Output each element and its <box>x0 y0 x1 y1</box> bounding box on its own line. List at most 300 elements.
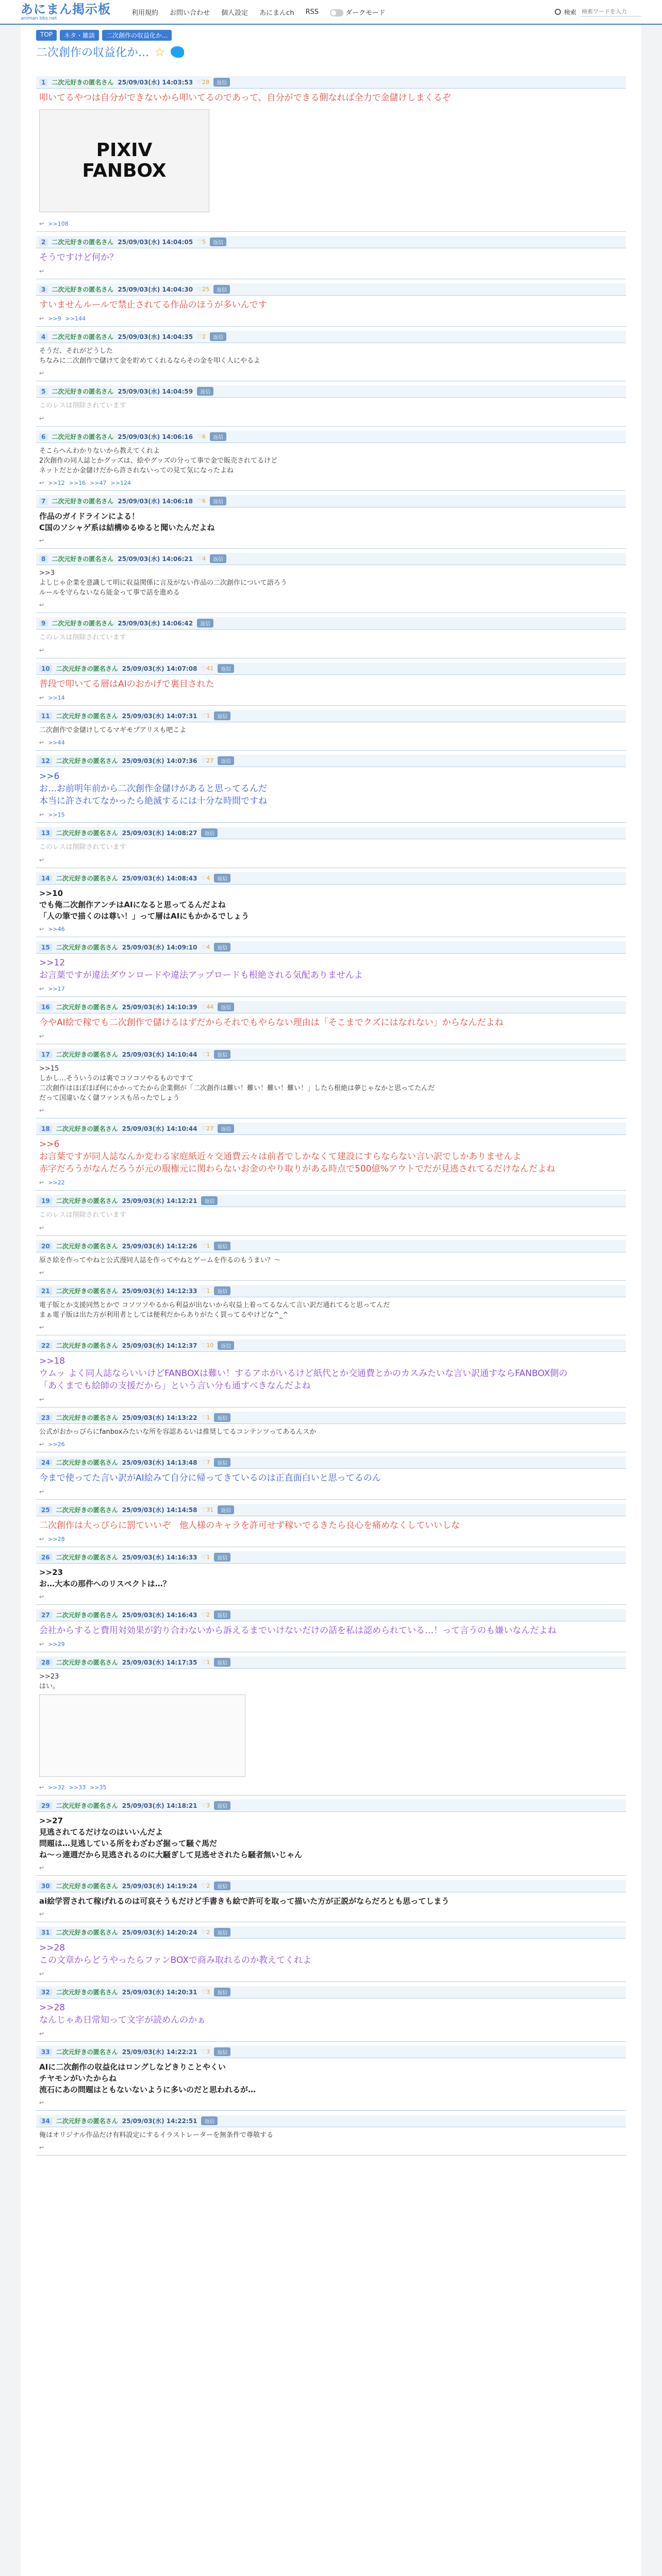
like-count: 1 <box>206 1287 210 1294</box>
post-line: 「人の筆で描くのは尊い！」って層はAIにもかかるでしょう <box>39 911 250 921</box>
post-number[interactable]: 9 <box>39 620 47 627</box>
like-count: 1 <box>206 1659 210 1666</box>
post-number[interactable]: 3 <box>39 286 47 293</box>
reply-links <box>36 984 626 996</box>
like-counter[interactable] <box>197 79 209 86</box>
reply-button[interactable]: 返信 <box>218 1124 234 1133</box>
reply-link[interactable]: >>26 <box>48 1441 65 1448</box>
reply-arrow-icon: ↩ <box>39 1324 44 1331</box>
post-number[interactable]: 2 <box>39 239 47 246</box>
like-counter[interactable] <box>201 875 210 882</box>
post-number[interactable]: 32 <box>39 1989 52 1996</box>
reply-arrow-icon: ↩ <box>39 647 44 654</box>
reply-link[interactable]: >>47 <box>90 480 107 486</box>
heart-icon[interactable]: ♡ <box>201 1125 207 1132</box>
heart-icon[interactable]: ♡ <box>201 1659 207 1666</box>
post-line: C国のソシャゲ系は結構ゆるゆると聞いたんだよね <box>39 523 215 532</box>
heart-icon[interactable]: ♡ <box>201 1414 207 1421</box>
favorite-star-icon[interactable]: ☆ <box>154 44 166 59</box>
reply-button[interactable]: 返信 <box>210 332 226 341</box>
post-author: 二次元好きの匿名さん <box>56 713 118 720</box>
heart-icon[interactable]: ♡ <box>197 286 202 293</box>
heart-icon[interactable]: ♡ <box>197 79 202 86</box>
post-header <box>36 1926 626 1939</box>
post-body <box>36 89 626 218</box>
like-count: 1 <box>206 1554 210 1561</box>
like-counter[interactable] <box>201 1051 210 1058</box>
like-counter[interactable] <box>197 433 206 440</box>
heart-icon[interactable]: ♡ <box>201 1459 207 1466</box>
reply-button[interactable]: 返信 <box>210 497 226 505</box>
like-counter[interactable] <box>201 1929 210 1936</box>
post-number[interactable]: 13 <box>39 829 52 837</box>
post-number[interactable]: 1 <box>39 79 47 86</box>
post-date: 25/09/03(水) 14:04:05 <box>118 239 193 246</box>
post-author: 二次元好きの匿名さん <box>56 1197 118 1205</box>
post-header <box>36 1609 626 1621</box>
reply-button[interactable]: 返信 <box>214 1242 230 1250</box>
post-number[interactable]: 12 <box>39 757 52 765</box>
like-counter[interactable] <box>201 1125 213 1132</box>
post-date: 25/09/03(水) 14:19:24 <box>122 1883 197 1890</box>
nav-item-3[interactable]: あにまんch <box>259 9 294 17</box>
reply-button[interactable]: 返信 <box>214 1928 230 1937</box>
post <box>36 751 626 823</box>
heart-icon[interactable]: ♡ <box>201 1243 207 1249</box>
attached-image[interactable] <box>39 1694 245 1777</box>
heart-icon[interactable]: ♡ <box>201 665 207 672</box>
post-number[interactable]: 25 <box>39 1506 52 1514</box>
reply-link[interactable]: >>12 <box>48 480 65 486</box>
post-body <box>36 1939 626 1969</box>
reply-links <box>36 1267 626 1280</box>
reply-arrow-icon: ↩ <box>39 415 44 422</box>
like-counter[interactable] <box>201 1287 210 1294</box>
post-number[interactable]: 19 <box>39 1197 52 1205</box>
post-author: 二次元好きの匿名さん <box>56 1506 118 1514</box>
post-date: 25/09/03(水) 14:20:31 <box>122 1989 197 1996</box>
reply-arrow-icon: ↩ <box>39 1441 44 1448</box>
heart-icon[interactable]: ♡ <box>201 875 207 882</box>
post-date: 25/09/03(水) 14:06:16 <box>118 433 193 440</box>
reply-link[interactable]: >>124 <box>110 480 131 486</box>
reply-link[interactable]: >>22 <box>48 1179 65 1186</box>
reply-links <box>36 1909 626 1922</box>
heart-icon[interactable]: ♡ <box>201 1506 207 1513</box>
post-author: 二次元好きの匿名さん <box>56 2048 118 2056</box>
post-number[interactable]: 5 <box>39 388 47 395</box>
main-nav <box>131 7 385 17</box>
like-counter[interactable] <box>201 1554 210 1561</box>
post-number[interactable]: 14 <box>39 875 52 882</box>
post <box>36 1118 626 1191</box>
like-counter[interactable] <box>201 1802 210 1809</box>
reply-links <box>36 2097 626 2110</box>
like-count: 25 <box>202 286 209 293</box>
post-author: 二次元好きの匿名さん <box>52 333 114 341</box>
fanbox-logo-text: PIXIV <box>96 140 153 161</box>
post-body <box>36 1297 626 1322</box>
like-counter[interactable] <box>201 944 210 951</box>
heart-icon[interactable]: ♡ <box>201 1554 207 1561</box>
breadcrumb <box>36 30 626 41</box>
post-header <box>36 1195 626 1207</box>
reply-button[interactable]: 返信 <box>210 432 226 441</box>
post-number[interactable]: 7 <box>39 498 47 505</box>
like-counter[interactable] <box>201 1004 213 1010</box>
like-counter[interactable] <box>201 1659 210 1666</box>
reply-links <box>36 1534 626 1547</box>
reply-links <box>36 1782 626 1795</box>
heart-icon[interactable]: ♡ <box>201 1802 207 1809</box>
reply-arrow-icon: ↩ <box>39 811 44 818</box>
post-date: 25/09/03(水) 14:06:18 <box>118 498 193 505</box>
reply-button[interactable]: 返信 <box>210 238 226 246</box>
like-counter[interactable] <box>201 757 213 764</box>
nav-item-1[interactable]: お問い合わせ <box>170 9 210 17</box>
reply-button[interactable]: 返信 <box>214 1553 230 1562</box>
post-date: 25/09/03(水) 14:08:27 <box>122 829 197 837</box>
search-icon[interactable] <box>555 9 561 15</box>
reply-button[interactable]: 返信 <box>214 1658 230 1667</box>
breadcrumb-item[interactable]: ネタ・雑談 <box>60 30 99 41</box>
reply-link[interactable]: >>9 <box>48 315 61 322</box>
reply-button[interactable]: 返信 <box>214 711 230 720</box>
post-number[interactable]: 31 <box>39 1929 52 1936</box>
post-number[interactable]: 10 <box>39 665 52 672</box>
reply-links <box>36 1105 626 1118</box>
post-body <box>36 343 626 368</box>
reply-button[interactable]: 返信 <box>214 1413 230 1422</box>
like-counter[interactable] <box>201 1243 210 1249</box>
heart-icon[interactable]: ♡ <box>201 713 207 719</box>
post <box>36 1335 626 1408</box>
post-author: 二次元好きの匿名さん <box>56 1929 118 1936</box>
post-date: 25/09/03(水) 14:12:21 <box>122 1197 197 1205</box>
post-number[interactable]: 4 <box>39 333 47 341</box>
post-number[interactable]: 21 <box>39 1287 52 1295</box>
reply-button[interactable]: 返信 <box>201 828 218 837</box>
like-count: 1 <box>206 713 210 719</box>
reply-links <box>36 1031 626 1044</box>
post-author: 二次元好きの匿名さん <box>56 875 118 882</box>
post-body <box>36 2058 626 2097</box>
reply-link[interactable]: >>35 <box>90 1784 107 1791</box>
like-count: 5 <box>202 239 206 245</box>
post-author: 二次元好きの匿名さん <box>56 1802 118 1809</box>
reply-button[interactable]: 返信 <box>218 756 234 765</box>
post <box>36 232 626 279</box>
post-line: >>28 <box>39 2003 65 2013</box>
like-count: 1 <box>206 1414 210 1421</box>
like-counter[interactable] <box>201 665 213 672</box>
post <box>36 937 626 997</box>
like-counter[interactable] <box>201 1414 210 1421</box>
reply-links <box>36 1862 626 1875</box>
reply-button[interactable]: 返信 <box>218 664 234 673</box>
like-count: 27 <box>206 1125 214 1132</box>
heart-icon[interactable]: ♡ <box>197 433 202 440</box>
post-number[interactable]: 24 <box>39 1459 52 1466</box>
post-line: 二次創作はほぼほぼ何にかかってたから企業側が「二次創作は難い！難い！難い！難い！」したら根絶は夢じゃなかと思ってたんだ <box>39 1084 435 1092</box>
post-header <box>36 2115 626 2127</box>
heart-icon[interactable]: ♡ <box>197 239 202 245</box>
post-header <box>36 553 626 565</box>
post-number[interactable]: 34 <box>39 2117 52 2125</box>
reply-button[interactable]: 返信 <box>201 2116 218 2125</box>
post-body <box>36 1424 626 1439</box>
reply-arrow-icon: ↩ <box>39 2144 44 2151</box>
post-line: 本当に許されてなかったら絶滅するには十分な時間ですね <box>39 796 267 806</box>
search-input[interactable] <box>580 7 641 16</box>
site-header <box>0 0 662 25</box>
reply-link[interactable]: >>16 <box>69 480 86 486</box>
post-date: 25/09/03(水) 14:07:31 <box>122 713 197 720</box>
post-date: 25/09/03(水) 14:09:10 <box>122 944 197 951</box>
reply-arrow-icon: ↩ <box>39 739 44 746</box>
heart-icon[interactable]: ♡ <box>197 498 202 504</box>
heart-icon[interactable]: ♡ <box>201 1051 207 1058</box>
heart-icon[interactable]: ♡ <box>201 1929 207 1936</box>
reply-arrow-icon: ↩ <box>39 1107 44 1114</box>
post-line: ルールを守らないなら能金って事で話を進める <box>39 589 180 597</box>
post <box>36 1547 626 1605</box>
post-number[interactable]: 22 <box>39 1342 52 1349</box>
reply-button[interactable]: 返信 <box>214 1050 230 1059</box>
post-number[interactable]: 23 <box>39 1414 52 1421</box>
reply-link[interactable]: >>14 <box>48 694 65 701</box>
post-header <box>36 1880 626 1892</box>
reply-arrow-icon: ↩ <box>39 1269 44 1276</box>
reply-button[interactable]: 返信 <box>201 1196 218 1205</box>
post-date: 25/09/03(水) 14:16:43 <box>122 1612 197 1619</box>
post-number[interactable]: 6 <box>39 433 47 440</box>
post-line: そうだ、それがどうした <box>39 347 113 355</box>
reply-arrow-icon: ↩ <box>39 857 44 863</box>
post-body <box>36 1564 626 1591</box>
toggle-switch-icon[interactable] <box>330 9 343 16</box>
post-line: すいませんルールで禁止されてる作品のほうが多いんです <box>39 300 267 310</box>
reply-button[interactable]: 返信 <box>214 1801 230 1810</box>
like-count: 1 <box>206 1243 210 1249</box>
post-date: 25/09/03(水) 14:12:26 <box>122 1243 197 1250</box>
heart-icon[interactable]: ♡ <box>201 1612 207 1618</box>
reply-links <box>36 924 626 937</box>
reply-arrow-icon: ↩ <box>39 370 44 377</box>
reply-link[interactable]: >>144 <box>65 315 86 322</box>
heart-icon[interactable]: ♡ <box>201 1287 207 1294</box>
reply-links <box>36 218 626 231</box>
like-counter[interactable] <box>201 1459 210 1466</box>
reply-link[interactable]: >>33 <box>69 1784 86 1791</box>
post-header <box>36 1456 626 1469</box>
reply-link[interactable]: >>108 <box>48 221 69 227</box>
reply-button[interactable]: 返信 <box>214 2047 230 2056</box>
reply-button[interactable]: 返信 <box>213 285 230 294</box>
post-line: ネットだとか金儲けだから許されないっての見て気になったよね <box>39 467 234 474</box>
post <box>36 658 626 706</box>
post-number[interactable]: 15 <box>39 944 52 951</box>
post-author: 二次元好きの匿名さん <box>56 1414 118 1421</box>
heart-icon[interactable]: ♡ <box>201 1004 207 1010</box>
reply-button[interactable]: 返信 <box>214 874 230 883</box>
post-number[interactable]: 30 <box>39 1883 52 1890</box>
fanbox-image[interactable] <box>39 109 209 212</box>
reply-links <box>36 1639 626 1652</box>
reply-button[interactable]: 返信 <box>197 387 213 396</box>
reply-link[interactable]: >>44 <box>48 739 65 746</box>
post <box>36 1044 626 1118</box>
post-number[interactable]: 20 <box>39 1243 52 1250</box>
post-author: 二次元好きの匿名さん <box>52 555 114 563</box>
post-number[interactable]: 16 <box>39 1004 52 1011</box>
heart-icon[interactable]: ♡ <box>201 1989 207 1995</box>
post-header <box>36 331 626 343</box>
like-counter[interactable] <box>201 1342 213 1349</box>
reply-link[interactable]: >>46 <box>48 926 65 933</box>
heart-icon[interactable]: ♡ <box>197 555 202 562</box>
reply-arrow-icon: ↩ <box>39 1536 44 1543</box>
post <box>36 706 626 751</box>
breadcrumb-item[interactable]: TOP <box>36 30 57 41</box>
reply-arrow-icon: ↩ <box>39 480 44 486</box>
post-number[interactable]: 27 <box>39 1612 52 1619</box>
post-line: >>3 <box>39 569 55 577</box>
reply-button[interactable]: 返信 <box>214 1988 230 1996</box>
reply-button[interactable]: 返信 <box>214 1611 230 1619</box>
like-counter[interactable] <box>197 239 206 245</box>
like-counter[interactable] <box>201 2048 210 2055</box>
post-number[interactable]: 11 <box>39 713 52 720</box>
post-line: 二次創作で金儲けしてるマギモプアリスも吧こよ <box>39 726 187 734</box>
post-author: 二次元好きの匿名さん <box>52 388 114 395</box>
post-header <box>36 1412 626 1424</box>
like-counter[interactable] <box>201 1883 210 1889</box>
reply-button[interactable]: 返信 <box>214 943 230 952</box>
post-line: 二次創作は大っぴらに罰ていいぞ 他人様のキャラを許可せず稼いでるきたら良心を痛めなくしていいしな <box>39 1520 460 1531</box>
post-date: 25/09/03(水) 14:08:43 <box>122 875 197 882</box>
post-author: 二次元好きの匿名さん <box>56 1243 118 1250</box>
reply-link[interactable]: >>17 <box>48 986 65 992</box>
reply-button[interactable]: 返信 <box>214 1286 230 1295</box>
like-count: 2 <box>206 1612 210 1618</box>
post-author: 二次元好きの匿名さん <box>52 433 114 440</box>
reply-link[interactable]: >>28 <box>48 1536 65 1543</box>
heart-icon[interactable]: ♡ <box>201 944 207 951</box>
post <box>36 997 626 1044</box>
reply-button[interactable]: 返信 <box>214 1458 230 1467</box>
logo-title[interactable]: あにまん掲示板 <box>21 2 111 16</box>
post-number[interactable]: 18 <box>39 1125 52 1132</box>
post-body <box>36 767 626 809</box>
post-line: >>6 <box>39 771 60 782</box>
post-body <box>36 248 626 266</box>
post-author: 二次元好きの匿名さん <box>56 1004 118 1011</box>
reply-links <box>36 413 626 426</box>
reply-button[interactable]: 返信 <box>210 554 226 563</box>
post-number[interactable]: 33 <box>39 2048 52 2056</box>
post-header <box>36 2046 626 2058</box>
post-line: >>12 <box>39 958 65 968</box>
post-body <box>36 565 626 600</box>
heart-icon[interactable]: ♡ <box>201 1342 207 1349</box>
reply-button[interactable]: 返信 <box>213 78 230 87</box>
site-logo[interactable] <box>21 3 131 21</box>
post-line: お言葉ですが違法ダウンロードや違法アップロードも根絶される気配ありませんよ <box>39 970 363 980</box>
post-number[interactable]: 17 <box>39 1051 52 1058</box>
reply-button[interactable]: 返信 <box>197 619 213 628</box>
post-line: 原さ絵を作ってやねと公式漫同人誌を作ってやねとゲームを作るのもうまい？～ <box>39 1257 281 1264</box>
like-count: 2 <box>206 1929 210 1936</box>
nav-item-2[interactable]: 個人設定 <box>221 9 249 17</box>
post-body <box>36 1621 626 1639</box>
like-counter[interactable] <box>197 333 206 340</box>
dark-mode-toggle[interactable] <box>330 7 385 17</box>
like-count: 4 <box>202 555 206 562</box>
post-number[interactable]: 26 <box>39 1554 52 1561</box>
reply-links <box>36 1439 626 1452</box>
reply-button[interactable]: 返信 <box>218 1003 234 1011</box>
twitter-share-icon[interactable] <box>171 46 184 58</box>
post-line: よしじゃ企業を意識して明に収益関係に言及がない作品の二次創作について語ろう <box>39 579 287 587</box>
post-body <box>36 1669 626 1782</box>
post-author: 二次元好きの匿名さん <box>56 1342 118 1349</box>
nav-item-4[interactable]: RSS <box>305 8 319 16</box>
like-counter[interactable] <box>197 498 206 504</box>
post-date: 25/09/03(水) 14:14:58 <box>122 1506 197 1514</box>
reply-link[interactable]: >>29 <box>48 1641 65 1648</box>
like-count: 6 <box>202 498 206 504</box>
post <box>36 1408 626 1452</box>
reply-links <box>36 368 626 381</box>
reply-arrow-icon: ↩ <box>39 1971 44 1977</box>
like-counter[interactable] <box>201 1506 213 1513</box>
nav-item-0[interactable]: 利用規約 <box>131 9 159 17</box>
reply-links <box>36 600 626 613</box>
reply-arrow-icon: ↩ <box>39 315 44 322</box>
like-counter[interactable] <box>197 555 206 562</box>
reply-button[interactable]: 返信 <box>214 1882 230 1890</box>
like-counter[interactable] <box>201 713 210 719</box>
like-counter[interactable] <box>201 1989 210 1995</box>
post-header <box>36 617 626 630</box>
reply-arrow-icon: ↩ <box>39 694 44 701</box>
post-date: 25/09/03(水) 14:03:53 <box>118 79 193 86</box>
breadcrumb-item[interactable]: 二次創作の収益化か... <box>102 30 172 41</box>
post-body <box>36 722 626 737</box>
post-author: 二次元好きの匿名さん <box>56 944 118 951</box>
post-number[interactable]: 29 <box>39 1802 52 1809</box>
reply-arrow-icon: ↩ <box>39 926 44 933</box>
heart-icon[interactable]: ♡ <box>201 2048 207 2055</box>
reply-links <box>36 2142 626 2155</box>
post-number[interactable]: 8 <box>39 555 47 563</box>
heart-icon[interactable]: ♡ <box>197 333 202 340</box>
reply-button[interactable]: 返信 <box>218 1505 234 1514</box>
heart-icon[interactable]: ♡ <box>201 757 207 764</box>
post-author: 二次元好きの匿名さん <box>56 1659 118 1666</box>
post-number[interactable]: 28 <box>39 1659 52 1666</box>
post-date: 25/09/03(水) 14:16:33 <box>122 1554 197 1561</box>
heart-icon[interactable]: ♡ <box>201 1883 207 1889</box>
like-counter[interactable] <box>197 286 209 293</box>
like-counter[interactable] <box>201 1612 210 1618</box>
reply-link[interactable]: >>32 <box>48 1784 65 1791</box>
post-line: 叩いてるやつは自分ができないから叩いてるのであって、自分ができる側なれば全力で金儲けしまくるぞ <box>39 93 451 103</box>
post-body <box>36 675 626 692</box>
reply-link[interactable]: >>15 <box>48 811 65 818</box>
reply-button[interactable]: 返信 <box>218 1341 234 1350</box>
